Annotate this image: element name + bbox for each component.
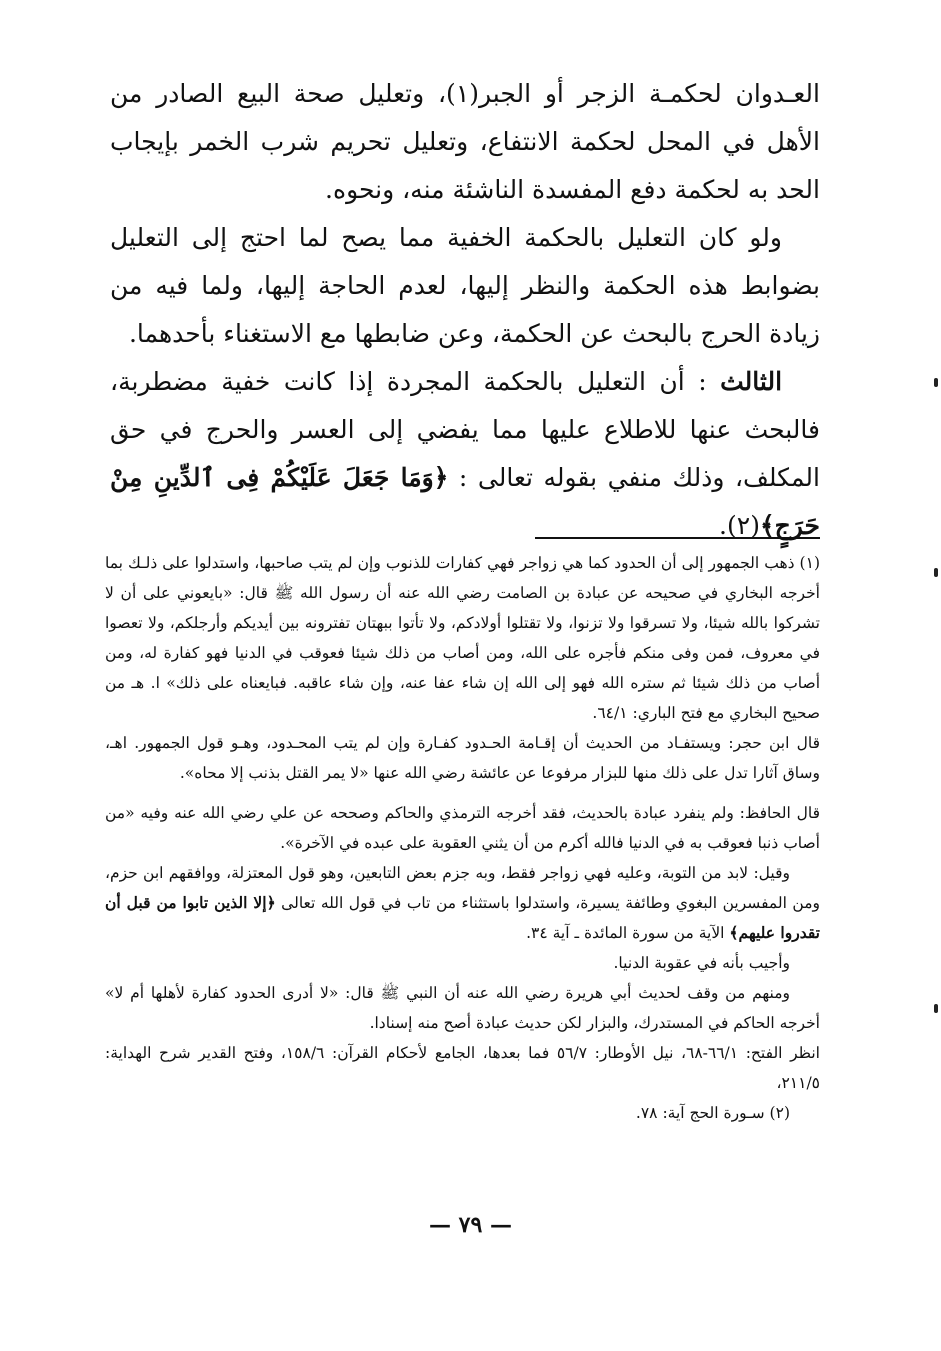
footnote-1-opinion: [105, 858, 820, 948]
paragraph-1: العـدوان لحكمـة الزجر أو الجبر(١)، وتعليل صحة البيع الصادر من الأهل في المحل لحكمة الانتفاع، وتعليل تحريم شرب الخمر بإيجاب الحد به لحكمة دفع المفسدة الناشئة منه، ونحوه.: [110, 79, 820, 204]
footnote-1-opinion-text: وقيل: لابد من التوبة، وعليه فهي زواجر فقط، وبه جزم بعض التابعين، وهو قول المعتزلة، ووافقهم ابن حزم، ومن المفسرين البغوي وطائفة يسيرة، واستدلوا باستثناء من تاب في قول الله تعالى: [105, 864, 820, 912]
footnote-1-ibn-hajar: قال ابن حجر: ويستفـاد من الحديث أن إقـامة الحـدود كفـارة وإن لم يتب المحـدود، وهـو قول الجمهور. اهـ، وساق آثارا تدل على ذلك منها للبزار مرفوعا عن عائشة رضي الله عنها «لا يمر القتل بذنب إلا محاه».: [105, 734, 820, 782]
quran-verse: ﴿وَمَا جَعَلَ عَلَيْكُمْ فِى ٱلدِّينِ مِنْ حَرَجٍ﴾: [110, 463, 820, 540]
footnote-separator: [535, 537, 820, 539]
footnotes: [105, 548, 820, 1128]
paragraph-3-text: : أن التعليل بالحكمة المجردة إذا كانت خفية مضطربة، فالبحث عنها للاطلاع عليها مما يفضي إلى العسر والحرج في حق المكلف، وذلك منفي بقوله تعالى :: [110, 367, 820, 492]
main-text: [110, 70, 820, 550]
paragraph-2: ولو كان التعليل بالحكمة الخفية مما يصح لما احتج إلى التعليل بضوابط هذه الحكمة والنظر إليها، لعدم الحاجة إليها، ولما فيه من زيادة الحرج بالبحث عن الحكمة، وعن ضابطها مع الاستغناء بأحدهما.: [110, 223, 820, 348]
footnote-1-quran-verse: ﴿إلا الذين تابوا من قبل أن تقدروا عليهم﴾: [105, 893, 820, 942]
footnote-1-opinion-tail: الآية من سورة المائدة ـ آية ٣٤.: [526, 924, 725, 942]
section-label-third: الثالث: [720, 367, 783, 396]
footnote-1-answer: وأجيب بأنه في عقوبة الدنيا.: [613, 954, 790, 972]
footnote-1-hafiz: قال الحافظ: ولم ينفرد عبادة بالحديث، فقد أخرجه الترمذي والحاكم وصححه عن علي رضي الله عنه وفيه «من أصاب ذنبا فعوقب به في الدنيا فالله أكرم من أن يثني العقوبة على عبده في الآخرة».: [105, 804, 820, 852]
scan-mark: [934, 1004, 938, 1013]
footnote-1-references: انظر الفتح: ٦٦/١-٦٨، نيل الأوطار: ٥٦/٧ فما بعدها، الجامع لأحكام القرآن: ١٥٨/٦، وفتح القدير شرح الهداية: ٢١١/٥،: [105, 1044, 820, 1092]
footnote-2: (٢) سـورة الحج آية: ٧٨.: [635, 1104, 790, 1122]
scan-mark: [934, 378, 938, 387]
footnote-ref-2: (٢).: [719, 511, 760, 540]
scan-mark: [934, 568, 938, 577]
page-number: — ٧٩ —: [429, 1212, 512, 1238]
footnote-1-abu-hurayrah: ومنهم من وقف لحديث أبي هريرة رضي الله عنه أن النبي ﷺ قال: «لا أدرى الحدود كفارة لأهلها أم لا» أخرجه الحاكم في المستدرك، والبزار لكن حديث عبادة أصح منه إسنادا.: [105, 984, 820, 1032]
paragraph-3: [110, 358, 820, 550]
footnote-1: (١) ذهب الجمهور إلى أن الحدود كما هي زواجر فهي كفارات للذنوب وإن لم يتب صاحبها، واستدلوا على ذلـك بما أخرجه البخاري في صحيحه عن عبادة بن الصامت رضي الله عنه أن رسول الله ﷺ قال: «بايعوني على أن لا تشركوا بالله شيئا، ولا تسرقوا ولا تزنوا، ولا تقتلوا أولادكم، ولا تأتوا ببهتان تفترونه بين أيديكم وأرجلكم، ولا تعصوا في معروف، فمن وفى منكم فأجره على الله، ومن أصاب من ذلك شيئا فعوقب في الدنيا فهو كفارة له، ومن أصاب من ذلك شيئا ثم ستره الله فهو إلى الله إن شاء عفا عنه، وإن شاء عاقبه. فبايعناه على ذلك» ا. هـ من صحيح البخاري مع فتح الباري: ٦٤/١.: [105, 554, 820, 722]
